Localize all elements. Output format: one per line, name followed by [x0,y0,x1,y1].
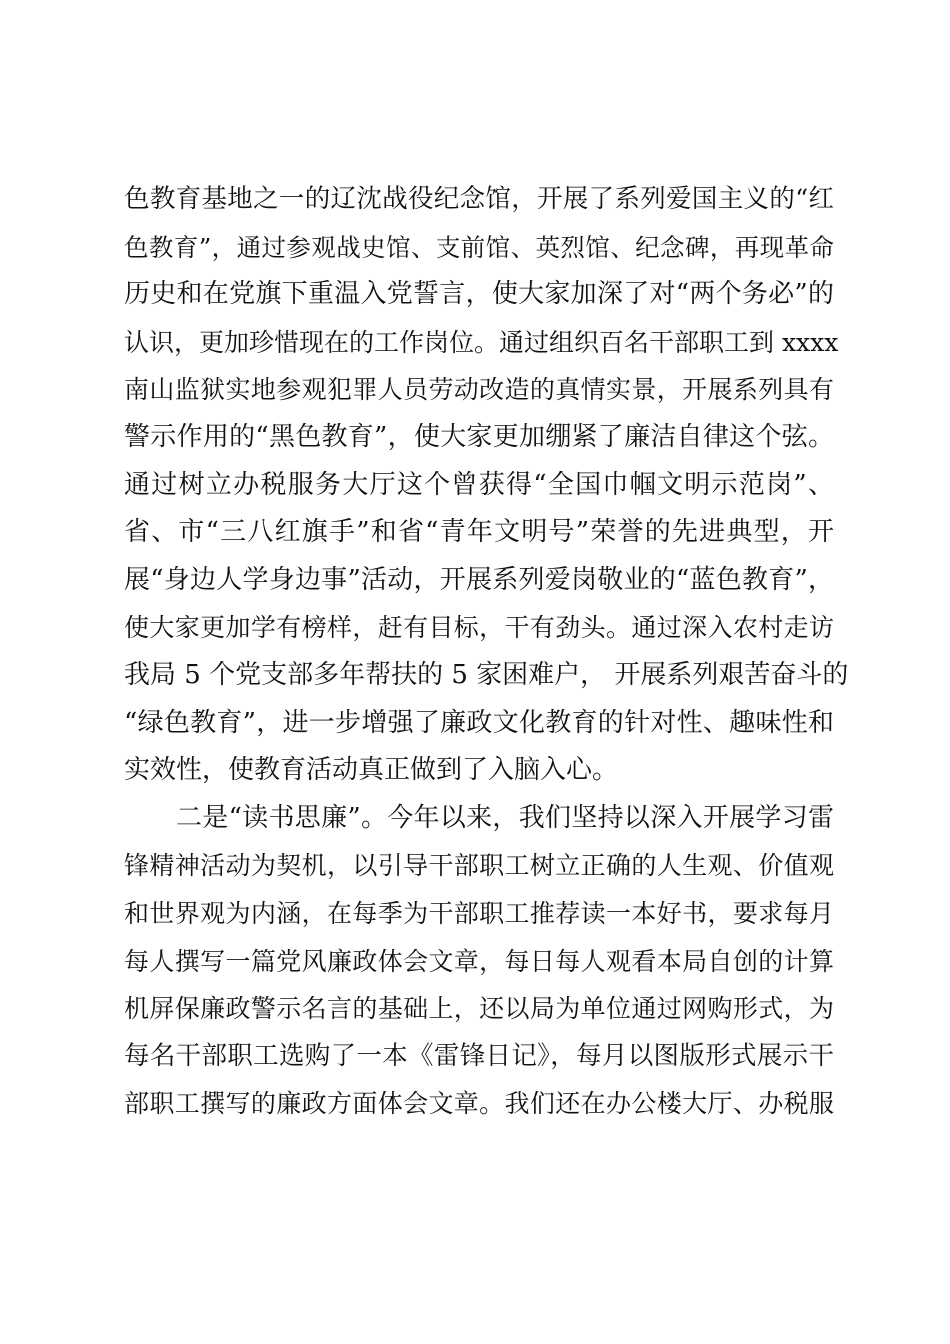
text-line: 色教育”，通过参观战史馆、支前馆、英烈馆、纪念碑，再现革命 [124,232,834,262]
body-text [124,176,849,1128]
text-line: 南山监狱实地参观犯罪人员劳动改造的真情实景，开展系列具有 [124,375,834,405]
text-line: 我局 5 个党支部多年帮扶的 5 家困难户， 开展系列艰苦奋斗的 [124,659,849,690]
text-line: 警示作用的“黑色教育”，使大家更加绷紧了廉洁自律这个弦。 [124,421,834,452]
text-line: 每名干部职工选购了一本《雷锋日记》，每月以图版形式展示干 [124,1040,834,1071]
text-line: “绿色教育”，进一步增强了廉政文化教育的针对性、趣味性和 [124,707,834,738]
text-line: 二是“读书思廉”。今年以来，我们坚持以深入开展学习雷 [176,802,834,833]
text-line: 锋精神活动为契机，以引导干部职工树立正确的人生观、价值观 [124,851,834,881]
text-line: 认识，更加珍惜现在的工作岗位。通过组织百名干部职工到 xxxx [124,327,839,357]
text-line: 省、市“三八红旗手”和省“青年文明号”荣誉的先进典型，开 [124,517,834,548]
text-line: 部职工撰写的廉政方面体会文章。我们还在办公楼大厅、办税服 [124,1089,834,1119]
text-line: 历史和在党旗下重温入党誓言，使大家加深了对“两个务必”的 [124,279,834,310]
text-line: 通过树立办税服务大厅这个曾获得“全国巾帼文明示范岗”、 [124,469,834,500]
text-line: 使大家更加学有榜样，赶有目标，干有劲头。通过深入农村走访 [124,613,834,643]
text-line: 展“身边人学身边事”活动，开展系列爱岗敬业的“蓝色教育”， [124,564,834,595]
text-line: 和世界观为内涵，在每季为干部职工推荐读一本好书，要求每月 [124,898,834,928]
text-line: 色教育基地之一的辽沈战役纪念馆，开展了系列爱国主义的“红 [124,184,834,214]
text-line: 机屏保廉政警示名言的基础上，还以局为单位通过网购形式，为 [124,994,834,1024]
text-line: 每人撰写一篇党风廉政体会文章，每日每人观看本局自创的计算 [124,946,834,976]
text-line: 实效性，使教育活动真正做到了入脑入心。 [124,755,619,786]
